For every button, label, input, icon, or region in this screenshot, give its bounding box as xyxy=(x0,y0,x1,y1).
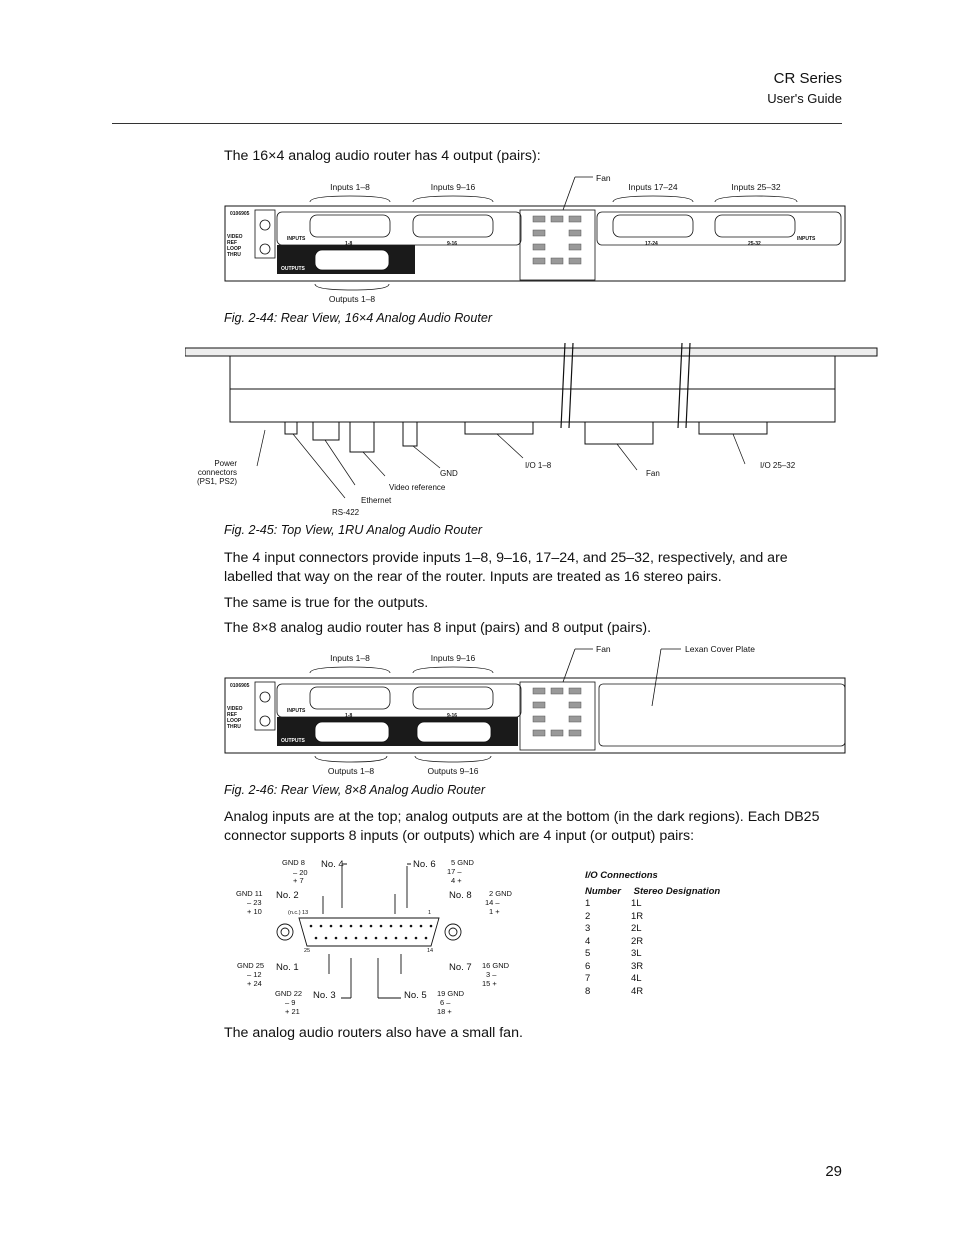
cell-designation: 2R xyxy=(631,935,644,947)
pin-no4-minus: – 20 xyxy=(293,868,308,877)
table-row xyxy=(585,936,720,949)
figure-db25-pinout xyxy=(225,852,525,1022)
callout-io-25-32: I/O 25–32 xyxy=(760,461,796,470)
cell-designation: 4R xyxy=(631,985,644,997)
pin-no8-plus: 1 + xyxy=(489,907,500,916)
table-row xyxy=(585,973,720,986)
panel-thru: THRU xyxy=(227,724,241,730)
cell-number: 4 xyxy=(585,935,591,947)
page-number: 29 xyxy=(825,1163,842,1180)
pin-no2-gnd: GND 11 xyxy=(236,889,263,898)
callout-inputs-1-8: Inputs 1–8 xyxy=(330,182,370,192)
label-no-2: No. 2 xyxy=(276,890,299,901)
panel-inputs-label: INPUTS xyxy=(287,236,306,242)
caption-fig-2-44: Fig. 2-44: Rear View, 16×4 Analog Audio Router xyxy=(224,311,493,325)
caption-fig-2-46: Fig. 2-46: Rear View, 8×8 Analog Audio Router xyxy=(224,783,486,797)
label-no-8: No. 8 xyxy=(449,890,472,901)
paragraph-input-connectors: The 4 input connectors provide inputs 1–8, 9–16, 17–24, and 25–32, respectively, and are labelled that way on the rear of the router. Inputs are treated as 16 stereo pairs. xyxy=(224,550,788,585)
pin-no3-plus: + 21 xyxy=(285,1007,300,1016)
pin-no2-plus: + 10 xyxy=(247,907,262,916)
table-row xyxy=(585,911,720,924)
table-title: I/O Connections xyxy=(585,870,658,881)
paragraph-16x4-intro: The 16×4 analog audio router has 4 output (pairs): xyxy=(224,148,541,164)
header-stereo-designation: Stereo Designation xyxy=(633,885,721,897)
callout-fan: Fan xyxy=(596,644,611,654)
badge-25-32: 25-32 xyxy=(748,241,761,247)
callout-power-1: Power xyxy=(214,459,237,468)
callout-power-2: connectors xyxy=(197,468,237,477)
pin-no8-minus: 14 – xyxy=(485,898,500,907)
callout-outputs-1-8: Outputs 1–8 xyxy=(328,294,376,304)
pin-no4-plus: + 7 xyxy=(293,876,304,885)
cell-designation: 3R xyxy=(631,960,644,972)
pin-no7-plus: 15 + xyxy=(482,979,497,988)
paragraph-analog-io: Analog inputs are at the top; analog outputs are at the bottom (in the dark regions). Each DB25 connector supports 8 inputs (or outputs) which are 4 input (or output) pairs: xyxy=(224,809,820,844)
header-rule xyxy=(112,123,842,124)
pin-no6-minus: 17 – xyxy=(447,867,462,876)
paragraph-8x8-intro: The 8×8 analog audio router has 8 input (pairs) and 8 output (pairs). xyxy=(224,620,652,636)
paragraph-small-fan: The analog audio routers also have a small fan. xyxy=(224,1025,523,1041)
callout-video-reference: Video reference xyxy=(389,483,446,492)
pin-25-marker: 25 xyxy=(304,948,311,954)
pin-no1-gnd: GND 25 xyxy=(237,961,265,970)
pin-no1-minus: – 12 xyxy=(247,970,262,979)
cell-designation: 1R xyxy=(631,910,644,922)
panel-ref: REF xyxy=(227,712,237,718)
io-connections-table xyxy=(585,870,720,998)
pin-no7-gnd: 16 GND xyxy=(482,961,510,970)
pin-no6-gnd: 5 GND xyxy=(451,858,474,867)
pin-no3-gnd: GND 22 xyxy=(275,989,303,998)
cell-number: 6 xyxy=(585,960,591,972)
cell-designation: 2L xyxy=(631,923,642,934)
header-subtitle: User's Guide xyxy=(767,91,842,106)
cell-number: 2 xyxy=(585,910,591,922)
callout-fan-top: Fan xyxy=(646,469,660,478)
label-no-6: No. 6 xyxy=(413,859,436,870)
callout-inputs-17-24: Inputs 17–24 xyxy=(628,182,678,192)
panel-inputs-label-right: INPUTS xyxy=(797,236,816,242)
table-header xyxy=(585,886,720,899)
caption-fig-2-45: Fig. 2-45: Top View, 1RU Analog Audio Router xyxy=(224,523,483,537)
label-no-3: No. 3 xyxy=(313,990,336,1001)
panel-inputs-label: INPUTS xyxy=(287,708,306,714)
pin-no5-minus: 6 – xyxy=(440,998,451,1007)
cell-number: 3 xyxy=(585,923,591,934)
badge-9-16: 9-16 xyxy=(447,241,458,247)
cell-designation: 4L xyxy=(631,973,642,984)
pin-1-marker: 1 xyxy=(428,910,432,916)
header-number: Number xyxy=(585,885,621,897)
paragraph-outputs-same: The same is true for the outputs. xyxy=(224,595,429,611)
cell-number: 5 xyxy=(585,948,591,959)
cell-number: 7 xyxy=(585,973,591,984)
panel-video: VIDEO xyxy=(227,706,243,712)
panel-outputs-label: OUTPUTS xyxy=(281,266,305,272)
pin-no8-gnd: 2 GND xyxy=(489,889,512,898)
callout-inputs-1-8: Inputs 1–8 xyxy=(330,653,370,663)
callout-gnd: GND xyxy=(440,469,458,478)
callout-inputs-9-16: Inputs 9–16 xyxy=(430,182,476,192)
label-no-5: No. 5 xyxy=(404,990,427,1001)
badge-9-16: 9-16 xyxy=(447,713,458,719)
pin-no1-plus: + 24 xyxy=(247,979,262,988)
badge-17-24: 17-24 xyxy=(645,241,658,247)
header-title: CR Series xyxy=(773,70,842,87)
badge-1-8: 1-8 xyxy=(345,241,353,247)
table-row xyxy=(585,898,720,911)
table-row xyxy=(585,986,720,999)
callout-outputs-1-8: Outputs 1–8 xyxy=(327,766,375,776)
cell-number: 8 xyxy=(585,985,591,997)
pin-no3-minus: – 9 xyxy=(285,998,296,1007)
pin-no5-plus: 18 + xyxy=(437,1007,452,1016)
panel-video: VIDEO xyxy=(227,234,243,240)
panel-serial: 0106905 xyxy=(230,683,250,689)
cell-designation: 1L xyxy=(631,898,642,909)
callout-outputs-9-16: Outputs 9–16 xyxy=(427,766,479,776)
label-no-4: No. 4 xyxy=(321,859,344,870)
callout-power-3: (PS1, PS2) xyxy=(196,477,237,486)
callout-lexan-cover-plate: Lexan Cover Plate xyxy=(685,644,755,654)
pin-no5-gnd: 19 GND xyxy=(437,989,465,998)
badge-1-8: 1-8 xyxy=(345,713,353,719)
pin-no6-plus: 4 + xyxy=(451,876,462,885)
table-row xyxy=(585,948,720,961)
panel-serial: 0106905 xyxy=(230,211,250,217)
pin-no2-minus: – 23 xyxy=(247,898,262,907)
cell-number: 1 xyxy=(585,898,591,909)
panel-ref: REF xyxy=(227,240,237,246)
table-row xyxy=(585,923,720,936)
figure-top-view-1ru xyxy=(185,338,880,520)
figure-rear-view-16x4 xyxy=(215,170,855,310)
callout-io-1-8: I/O 1–8 xyxy=(525,461,552,470)
panel-loop: LOOP xyxy=(227,246,242,252)
panel-thru: THRU xyxy=(227,252,241,258)
label-no-1: No. 1 xyxy=(276,962,299,973)
pin-no4-gnd: GND 8 xyxy=(282,858,305,867)
callout-rs-422: RS-422 xyxy=(332,508,360,517)
panel-outputs-label: OUTPUTS xyxy=(281,738,305,744)
callout-fan: Fan xyxy=(596,173,611,183)
panel-loop: LOOP xyxy=(227,718,242,724)
pin-14-marker: 14 xyxy=(427,948,434,954)
figure-rear-view-8x8 xyxy=(215,640,855,780)
callout-inputs-9-16: Inputs 9–16 xyxy=(430,653,476,663)
pin-no7-minus: 3 – xyxy=(486,970,497,979)
callout-ethernet: Ethernet xyxy=(361,496,392,505)
pin-nc-13: (n.c.) 13 xyxy=(288,910,309,916)
table-row xyxy=(585,961,720,974)
callout-inputs-25-32: Inputs 25–32 xyxy=(731,182,781,192)
label-no-7: No. 7 xyxy=(449,962,472,973)
cell-designation: 3L xyxy=(631,948,642,959)
